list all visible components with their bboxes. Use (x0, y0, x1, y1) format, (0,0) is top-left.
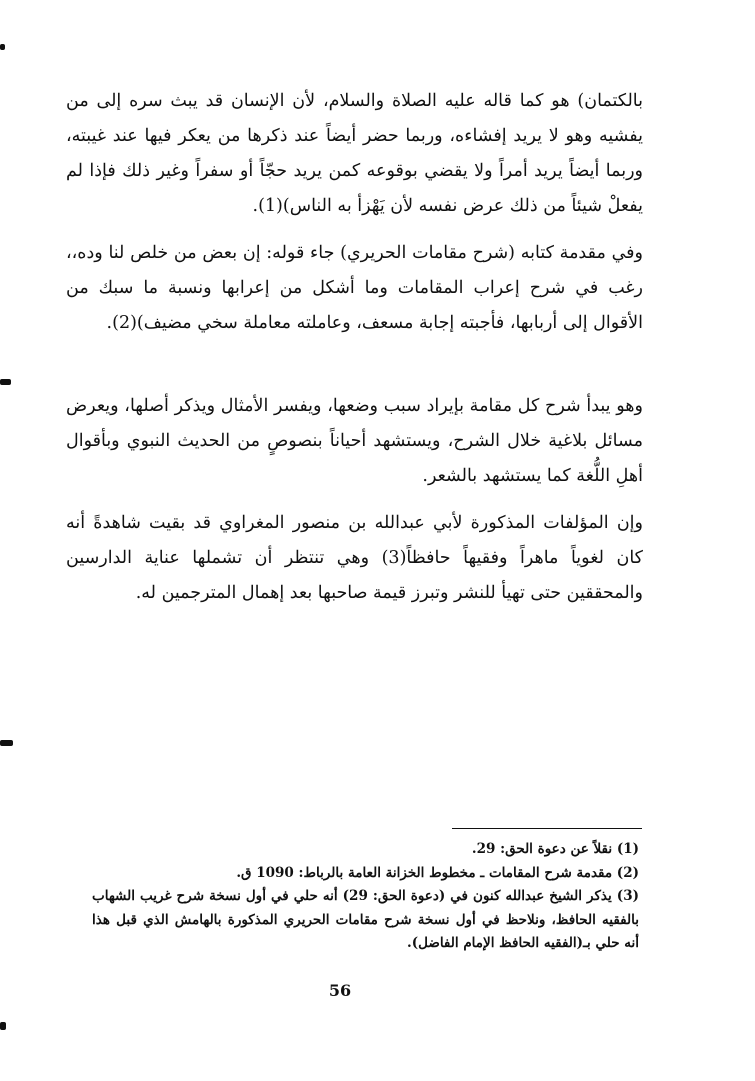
body-paragraph (66, 236, 643, 341)
paragraph-text: وإن المؤلفات المذكورة لأبي عبدالله بن منصور المغراوي قد بقيت شاهدةً أنه كان لغوياً ماهراً وفقيهاً حافظاً(3) وهي تنتظر أن تشملها عناية الدارسين والمحققين حتى تهيأ للنشر وتبرز قيمة صاحبها بعد إهمال المترجمين له. (66, 513, 643, 603)
binding-mark (0, 740, 13, 746)
paragraph-text: بالكتمان) هو كما قاله عليه الصلاة والسلام، لأن الإنسان قد يبث سره إلى من يفشيه وهو لا يريد إفشاءه، وربما حضر أيضاً عند ذكرها من يعكر فيها عند غيبته، وربما أيضاً يريد أمراً ولا يقضي بوقوعه كمن يريد حجّاً أو سفراً وغير ذلك فإذا لم يفعلْ شيئاً من ذلك عرض نفسه لأن يَهْزأ به الناس)(1). (66, 91, 643, 216)
footnotes (92, 838, 639, 956)
footnote: (2) مقدمة شرح المقامات ـ مخطوط الخزانة العامة بالرباط: 1090 ق. (236, 864, 639, 881)
paragraph-text: وهو يبدأ شرح كل مقامة بإيراد سبب وضعها، ويفسر الأمثال ويذكر أصلها، ويعرض مسائل بلاغية خلال الشرح، ويستشهد أحياناً بنصوصٍ من الحديث النبوي وبأقوال أهلِ اللُّغة كما يستشهد بالشعر. (66, 396, 643, 486)
footnote-separator (452, 828, 642, 829)
binding-mark (0, 379, 11, 385)
binding-mark (0, 1022, 6, 1030)
paragraph-text: وفي مقدمة كتابه (شرح مقامات الحريري) جاء قوله: إن بعض من خلص لنا وده،، رغب في شرح إعراب المقامات وما أشكل من إعرابها ونسبة ما سبك من الأقوال إلى أربابها، فأجبته إجابة مسعف، وعاملته معاملة سخي مضيف)(2). (66, 243, 643, 333)
footnote: (3) يذكر الشيخ عبدالله كنون في (دعوة الحق: 29) أنه حلي في أول نسخة شرح غريب الشهاب بالفقيه الحافظ، ونلاحظ في أول نسخة شرح مقامات الحريري المذكورة بالهامش الذي قبل هذا أنه حلي بـ(الفقيه الحافظ الإمام الفاضل). (92, 888, 639, 951)
footnote: (1) نقلاً عن دعوة الحق: 29. (471, 841, 639, 857)
binding-mark (0, 44, 5, 50)
body-paragraph (66, 506, 643, 611)
body-paragraph (66, 389, 643, 494)
body-paragraph (66, 84, 643, 224)
page-number: 56 (328, 981, 352, 1000)
